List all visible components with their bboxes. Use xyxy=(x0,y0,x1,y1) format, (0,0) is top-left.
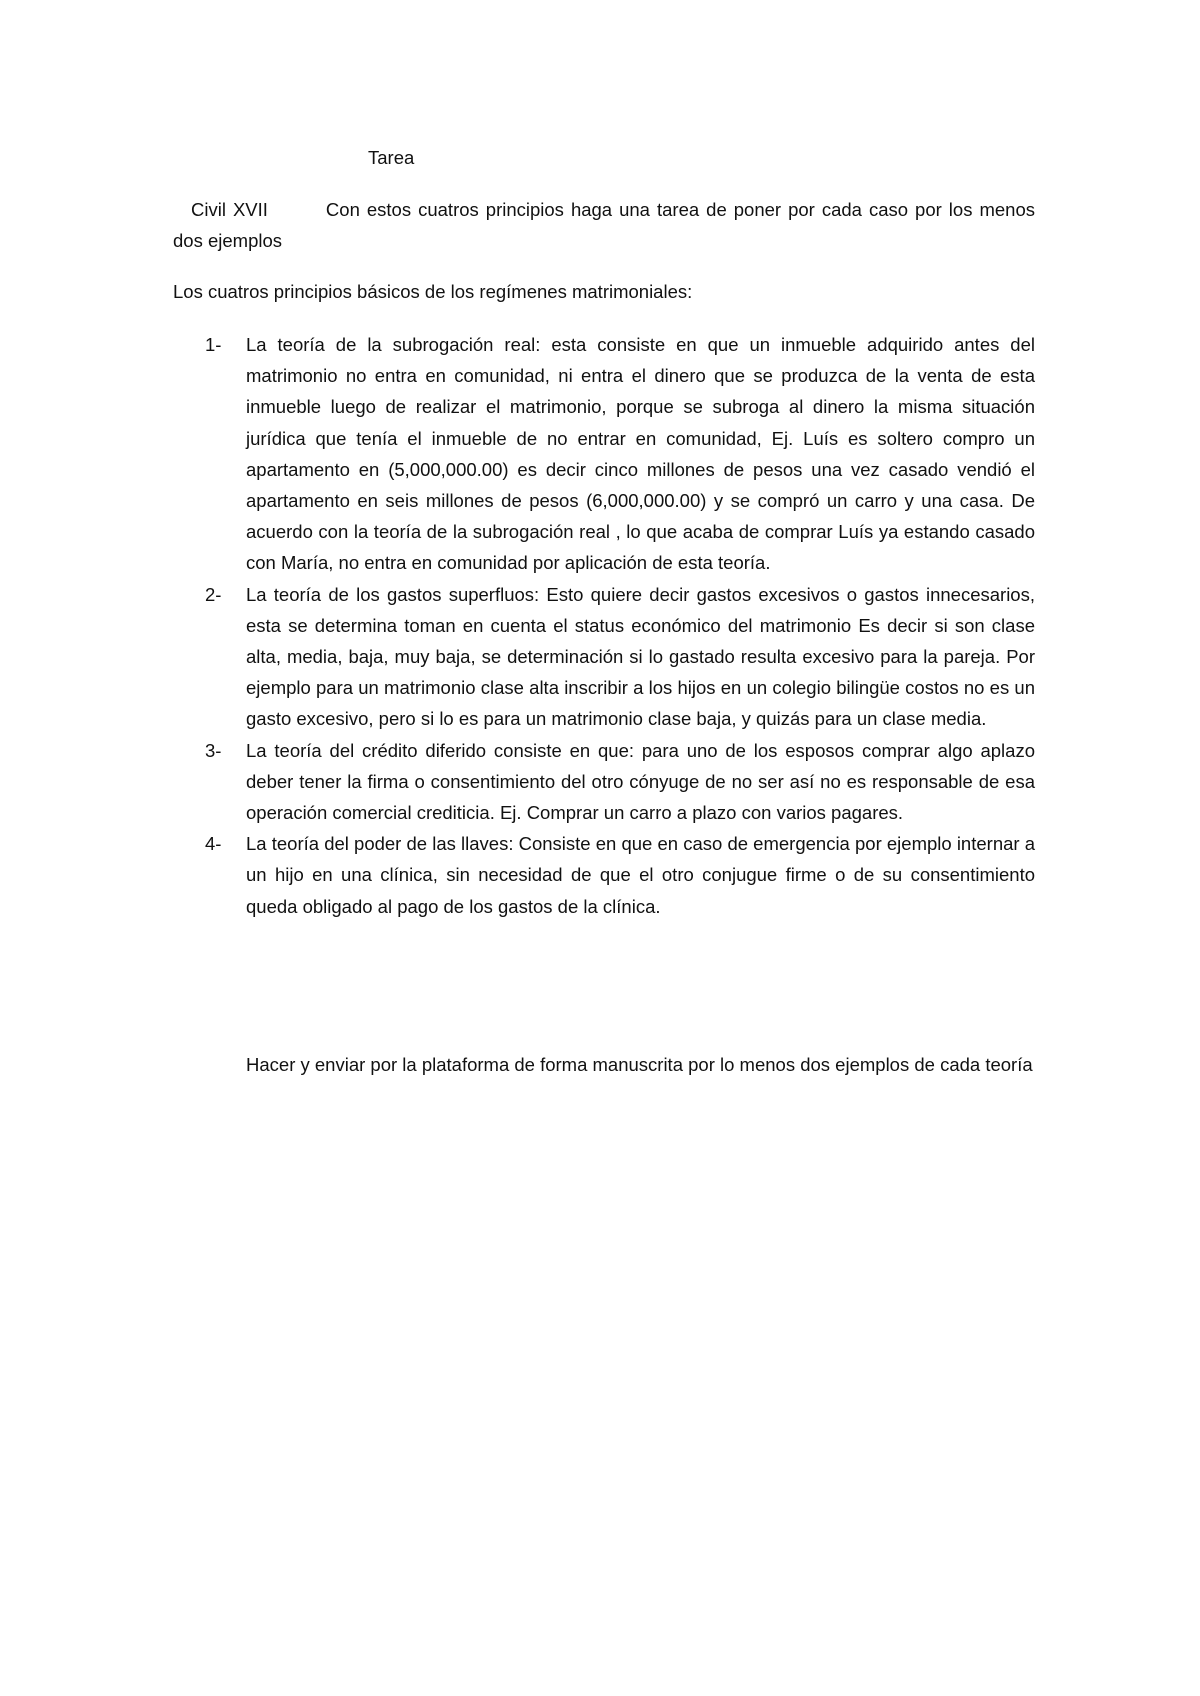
principle-item-3 xyxy=(0,735,1035,829)
document-title: Tarea xyxy=(368,147,415,168)
principle-number: 1- xyxy=(205,334,222,355)
intro-text: Con estos cuatros principios haga una tarea de poner por cada caso por los menos dos ejemplos xyxy=(173,199,1035,252)
principles-list xyxy=(0,329,1035,922)
principle-item-4 xyxy=(0,828,1035,922)
principle-item-1 xyxy=(0,329,1035,579)
course-name: Civil XVII xyxy=(191,199,268,220)
principle-number: 4- xyxy=(205,833,222,855)
principle-text: La teoría del poder de las llaves: Consiste en que en caso de emergencia por ejemplo internar a un hijo en una clínica, sin necesidad de que el otro conjugue firme o de su consentimiento queda obligado al pago de los gastos de la clínica. xyxy=(246,833,1035,917)
principle-number: 3- xyxy=(205,739,222,761)
principle-number: 2- xyxy=(205,583,222,605)
closing-instruction: Hacer y enviar por la plataforma de forma manuscrita por lo menos dos ejemplos de cada teoría xyxy=(246,1054,1033,1075)
principles-heading: Los cuatros principios básicos de los regímenes matrimoniales: xyxy=(173,281,693,302)
principle-text: La teoría de los gastos superfluos: Esto quiere decir gastos excesivos o gastos innecesarios, esta se determina toman en cuenta el status económico del matrimonio Es decir si son clase alta, media, baja, muy baja, se determinación si lo gastado resulta excesivo para la pareja. Por ejemplo para un matrimonio clase alta inscribir a los hijos en un colegio bilingüe costos no es un gasto excesivo, pero si lo es para un matrimonio clase baja, y quizás para un clase media. xyxy=(246,583,1035,730)
principle-text: La teoría de la subrogación real: esta consiste en que un inmueble adquirido antes del matrimonio no entra en comunidad, ni entra el dinero que se produzca de la venta de esta inmueble luego de realizar el matrimonio, porque se subroga al dinero la misma situación jurídica que tenía el inmueble de no entrar en comunidad, Ej. Luís es soltero compro un apartamento en (5,000,000.00) es decir cinco millones de pesos una vez casado vendió el apartamento en seis millones de pesos (6,000,000.00) y se compró un carro y una casa. De acuerdo con la teoría de la subrogación real , lo que acaba de comprar Luís ya estando casado con María, no entra en comunidad por aplicación de esta teoría. xyxy=(246,334,1035,574)
principle-item-2 xyxy=(0,579,1035,735)
intro-paragraph xyxy=(173,194,1035,256)
principle-text: La teoría del crédito diferido consiste en que: para uno de los esposos comprar algo aplazo deber tener la firma o consentimiento del otro cónyuge de no ser así no es responsable de esa operación comercial crediticia. Ej. Comprar un carro a plazo con varios pagares. xyxy=(246,739,1035,824)
